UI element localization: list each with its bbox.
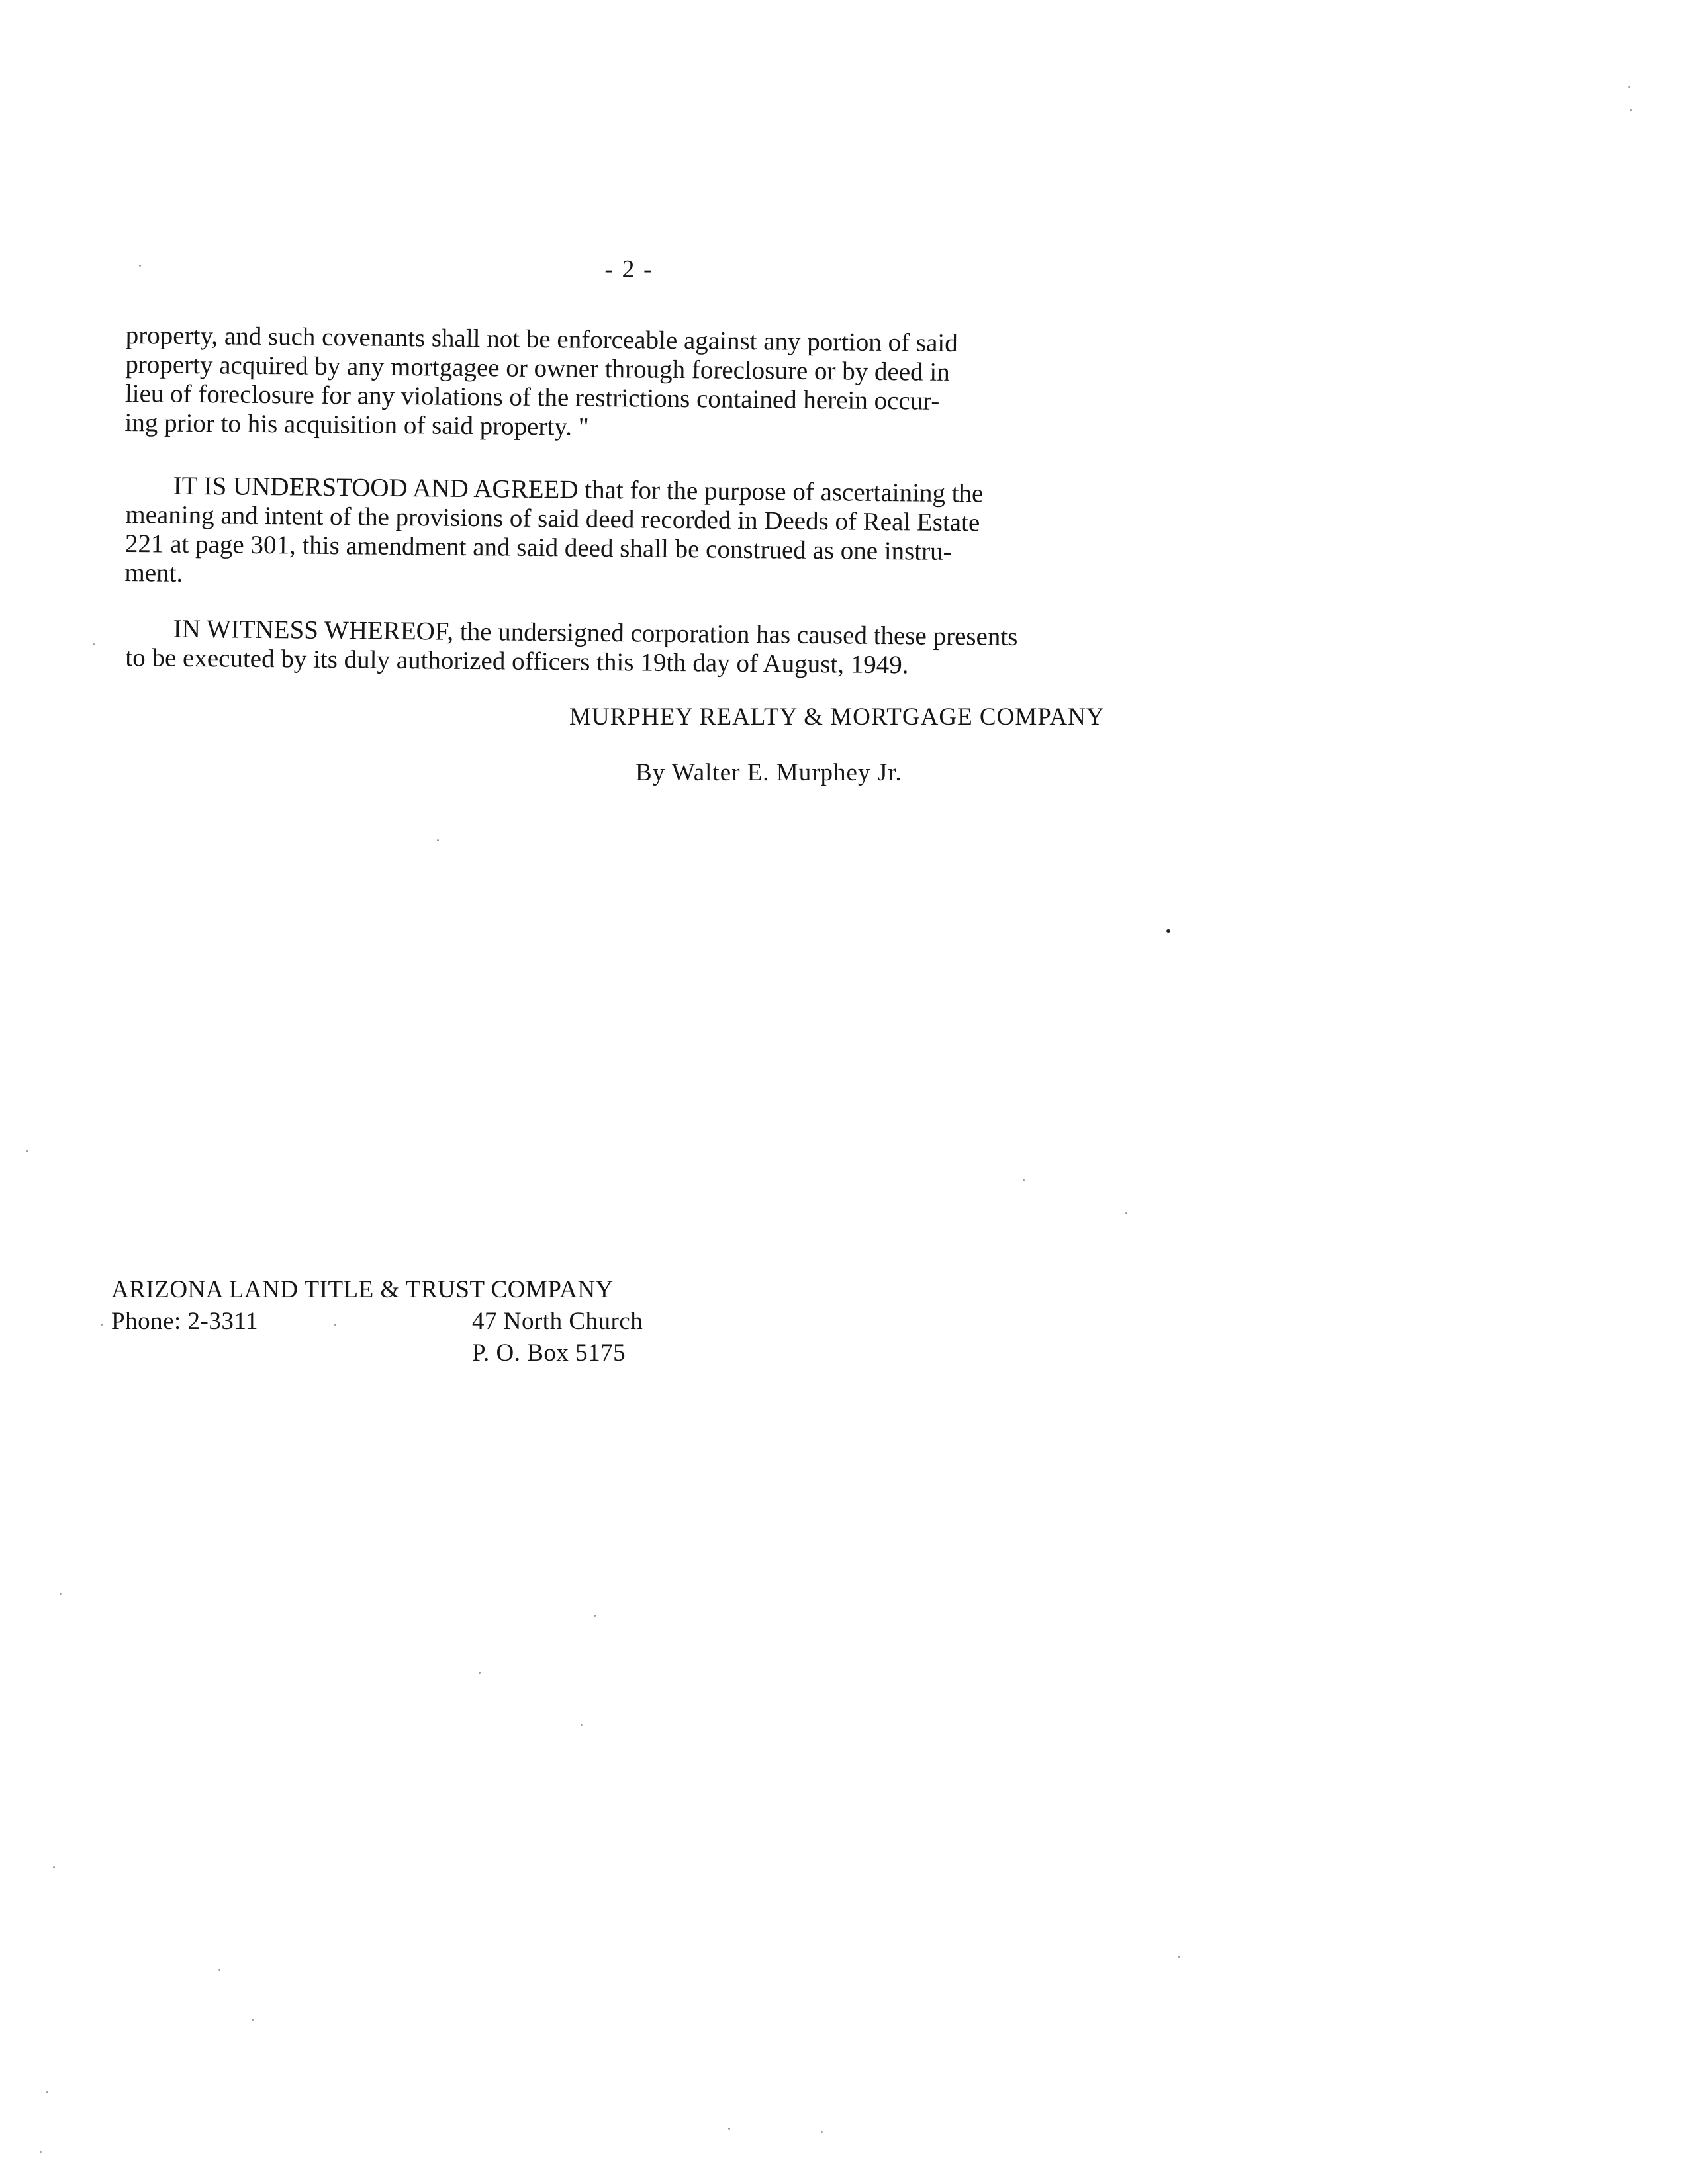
paragraph-line: meaning and intent of the provisions of said deed recorded in Deeds of Real Estate — [125, 500, 980, 537]
scan-speck — [53, 1866, 55, 1868]
scan-speck — [101, 1324, 103, 1326]
footer-row — [111, 1338, 626, 1369]
footer-phone: Phone: 2-3311 — [111, 1308, 258, 1335]
paragraph-line: to be executed by its duly authorized officers this 19th day of August, 1949. — [125, 643, 909, 680]
signature-signer: By Walter E. Murphey Jr. — [635, 759, 902, 786]
scan-speck — [1630, 109, 1632, 111]
paragraph-covenants — [124, 321, 1211, 448]
scan-speck — [1628, 86, 1630, 88]
page-number: - 2 - — [604, 255, 653, 283]
scan-speck — [581, 1724, 583, 1726]
scan-speck — [594, 1615, 596, 1617]
scan-speck — [334, 1324, 336, 1326]
scan-speck — [479, 1672, 481, 1674]
scan-speck — [1023, 1179, 1025, 1181]
scan-speck — [1178, 1956, 1180, 1958]
footer-company-name: ARIZONA LAND TITLE & TRUST COMPANY — [111, 1276, 614, 1303]
scan-speck — [60, 1593, 62, 1595]
paragraph-in-witness — [125, 614, 1211, 683]
footer-address-line1: 47 North Church — [472, 1308, 643, 1335]
paragraph-line: property, and such covenants shall not be enforceable against any portion of said — [125, 321, 958, 358]
scan-speck — [40, 2151, 42, 2153]
scan-speck — [1166, 929, 1170, 933]
scan-speck — [46, 2091, 48, 2093]
scan-speck — [139, 265, 141, 267]
scan-speck — [821, 2131, 823, 2133]
scan-speck — [252, 2019, 254, 2021]
footer-address-line2: P. O. Box 5175 — [472, 1340, 626, 1367]
paragraph-line: IN WITNESS WHEREOF, the undersigned corporation has caused these presents — [173, 614, 1018, 651]
scan-speck — [93, 643, 95, 645]
paragraph-line: ment. — [124, 558, 183, 588]
paragraph-line: 221 at page 301, this amendment and said deed shall be construed as one instru- — [124, 529, 952, 566]
scan-speck — [1125, 1212, 1127, 1214]
paragraph-understood-agreed — [124, 471, 1211, 598]
footer-block — [111, 1274, 643, 1369]
scan-speck — [26, 1150, 28, 1152]
paragraph-line: lieu of foreclosure for any violations of the restrictions contained herein occur- — [124, 379, 940, 416]
footer-row — [111, 1306, 643, 1338]
scan-speck — [728, 2128, 730, 2130]
scan-speck — [218, 1969, 220, 1971]
signature-company: MURPHEY REALTY & MORTGAGE COMPANY — [569, 704, 1105, 731]
paragraph-line: IT IS UNDERSTOOD AND AGREED that for the purpose of ascertaining the — [173, 471, 984, 508]
scan-speck — [437, 839, 439, 841]
paragraph-line: property acquired by any mortgagee or owner through foreclosure or by deed in — [125, 349, 950, 387]
paragraph-line: ing prior to his acquisition of said property. " — [124, 408, 589, 441]
